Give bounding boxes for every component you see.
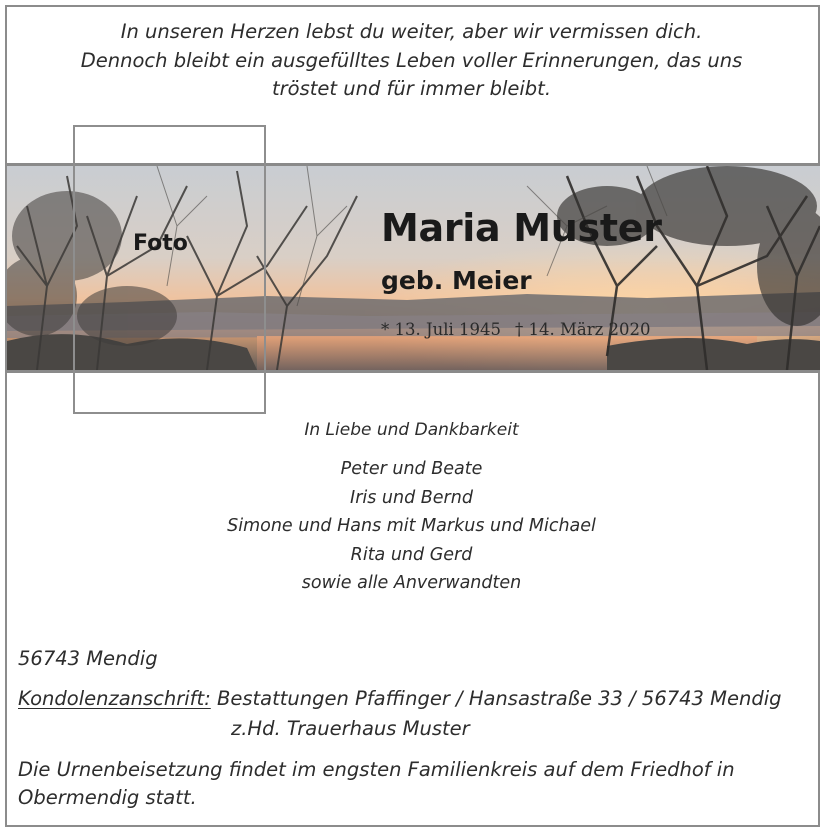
condolence-address (18, 684, 782, 744)
condolence-label: Kondolenzanschrift: (18, 687, 211, 710)
quote-line: Dennoch bleibt ein ausgefülltes Leben voller Erinnerungen, das uns (80, 48, 743, 72)
town: 56743 Mendig (18, 647, 158, 670)
death-date: † 14. März 2020 (515, 320, 651, 339)
life-dates (381, 320, 665, 339)
memorial-quote (0, 18, 823, 104)
mourner-line: Peter und Beate (340, 459, 483, 479)
deceased-name: Maria Muster (381, 206, 662, 250)
burial-line: Die Urnenbeisetzung findet im engsten Familienkreis auf dem Friedhof in (18, 758, 735, 781)
burial-line: Obermendig statt. (18, 786, 197, 809)
quote-line: tröstet und für immer bleibt. (271, 77, 552, 100)
mourner-line: Iris und Bernd (350, 487, 473, 508)
mourner-line: Rita und Gerd (350, 544, 473, 565)
quote-line: In unseren Herzen lebst du weiter, aber wir vermissen dich. (120, 20, 703, 43)
mourners-list (0, 455, 823, 598)
mourner-line: sowie alle Anverwandten (301, 573, 522, 593)
photo-label: Foto (133, 231, 188, 256)
maiden-name: geb. Meier (381, 266, 532, 295)
mourner-line: Simone und Hans mit Markus und Michael (227, 516, 596, 536)
birth-date: * 13. Juli 1945 (381, 320, 502, 339)
photo-placeholder (73, 125, 266, 414)
burial-notice (18, 756, 818, 812)
condolence-address-line: Bestattungen Pfaffinger / Hansastraße 33 / 56743 Mendig (216, 687, 782, 710)
condolence-attention: z.Hd. Trauerhaus Muster (231, 717, 470, 740)
mourners-intro: In Liebe und Dankbarkeit (304, 420, 519, 440)
